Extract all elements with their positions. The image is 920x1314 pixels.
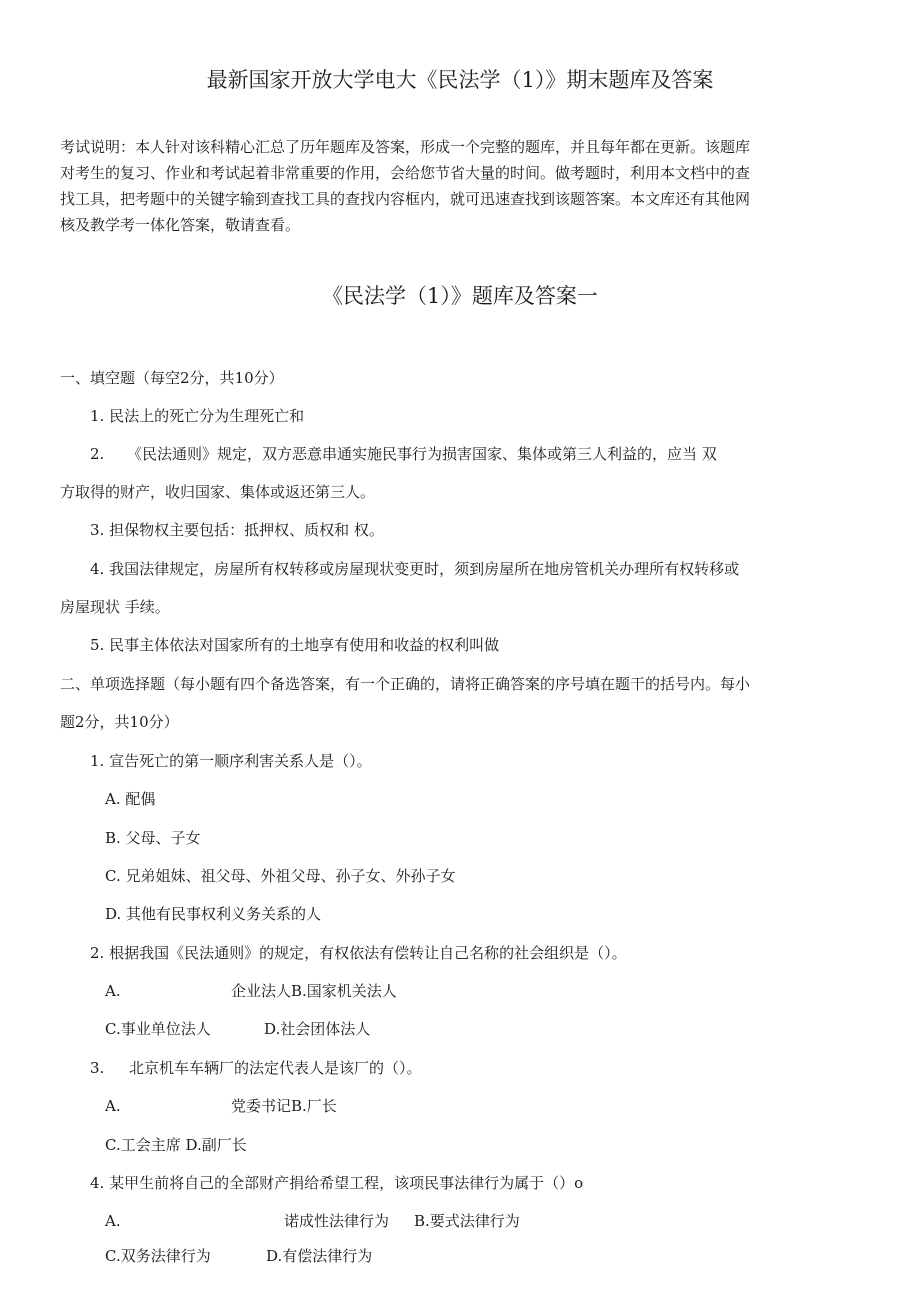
choice-question-1: 1. 宣告死亡的第一顺序利害关系人是（）。	[90, 752, 372, 770]
choice-option-c: C. 兄弟姐妹、祖父母、外祖父母、孙子女、外孙子女	[105, 867, 456, 885]
choice-option-a: 诺成性法律行为	[284, 1212, 390, 1230]
choice-option-c: C.双务法律行为	[105, 1247, 211, 1265]
choice-question-4: 4. 某甲生前将自己的全部财产捐给希望工程，该项民事法律行为属于（）o	[90, 1174, 584, 1192]
choice-heading-line1: 二、单项选择题（每小题有四个备选答案，有一个正确的，请将正确答案的序号填在题干的括号内。每小	[60, 675, 751, 693]
document-title: 最新国家开放大学电大《民法学（1）》期末题库及答案	[206, 68, 714, 92]
fill-in-question-5: 5. 民事主体依法对国家所有的土地享有使用和收益的权利叫做	[90, 636, 500, 654]
choice-option-a-label: A.	[105, 982, 121, 1000]
fill-in-question-3: 3. 担保物权主要包括：抵押权、质权和 权。	[90, 521, 384, 539]
choice-option-b: B.要式法律行为	[414, 1212, 520, 1230]
choice-option-a: A. 配偶	[105, 790, 156, 808]
section-subtitle: 《民法学（1）》题库及答案一	[322, 284, 598, 308]
choice-options-c-d: C.工会主席 D.副厂长	[105, 1136, 247, 1154]
fill-in-question-1: 1. 民法上的死亡分为生理死亡和	[90, 407, 305, 425]
fill-in-question-2-line2: 方取得的财产，收归国家、集体或返还第三人。	[60, 483, 376, 501]
choice-options-a-b: 企业法人B.国家机关法人	[231, 982, 397, 1000]
exam-instructions	[60, 134, 860, 238]
choice-question-2: 2. 根据我国《民法通则》的规定，有权依法有偿转让自己名称的社会组织是（）。	[90, 944, 627, 962]
instructions-line: 对考生的复习、作业和考试起着非常重要的作用，会给您节省大量的时间。做考题时，利用本文档中的查	[60, 164, 751, 182]
choice-question-3: 北京机车车辆厂的法定代表人是该厂的（）。	[129, 1059, 422, 1077]
choice-heading-line2: 题2分，共10分）	[60, 713, 179, 731]
fill-in-question-2-line1: 《民法通则》规定，双方恶意串通实施民事行为损害国家、集体或第三人利益的，应当 双	[127, 445, 717, 463]
choice-option-d: D.社会团体法人	[264, 1020, 371, 1038]
fill-in-question-4-line1: 4. 我国法律规定，房屋所有权转移或房屋现状变更时，须到房屋所在地房管机关办理所有权转移或	[90, 560, 740, 578]
instructions-line: 核及教学考一体化答案，敬请查看。	[60, 216, 301, 234]
choice-option-d: D.有偿法律行为	[266, 1247, 373, 1265]
choice-option-c: C.事业单位法人	[105, 1020, 211, 1038]
choice-option-a-label: A.	[105, 1097, 121, 1115]
fill-in-question-2-number: 2.	[90, 445, 105, 463]
choice-option-d: D. 其他有民事权利义务关系的人	[105, 905, 322, 923]
choice-option-b: B. 父母、子女	[105, 829, 201, 847]
choice-options-a-b: 党委书记B.厂长	[231, 1097, 337, 1115]
choice-option-a-label: A.	[105, 1212, 121, 1230]
instructions-line: 考试说明：本人针对该科精心汇总了历年题库及答案，形成一个完整的题库，并且每年都在更新。该题库	[60, 138, 751, 156]
fill-in-question-4-line2: 房屋现状 手续。	[60, 598, 170, 616]
instructions-line: 找工具，把考题中的关键字输到查找工具的查找内容框内，就可迅速查找到该题答案。本文库还有其他网	[60, 190, 751, 208]
choice-question-3-number: 3.	[90, 1059, 105, 1077]
fill-in-heading: 一、填空题（每空2分，共10分）	[60, 369, 284, 387]
